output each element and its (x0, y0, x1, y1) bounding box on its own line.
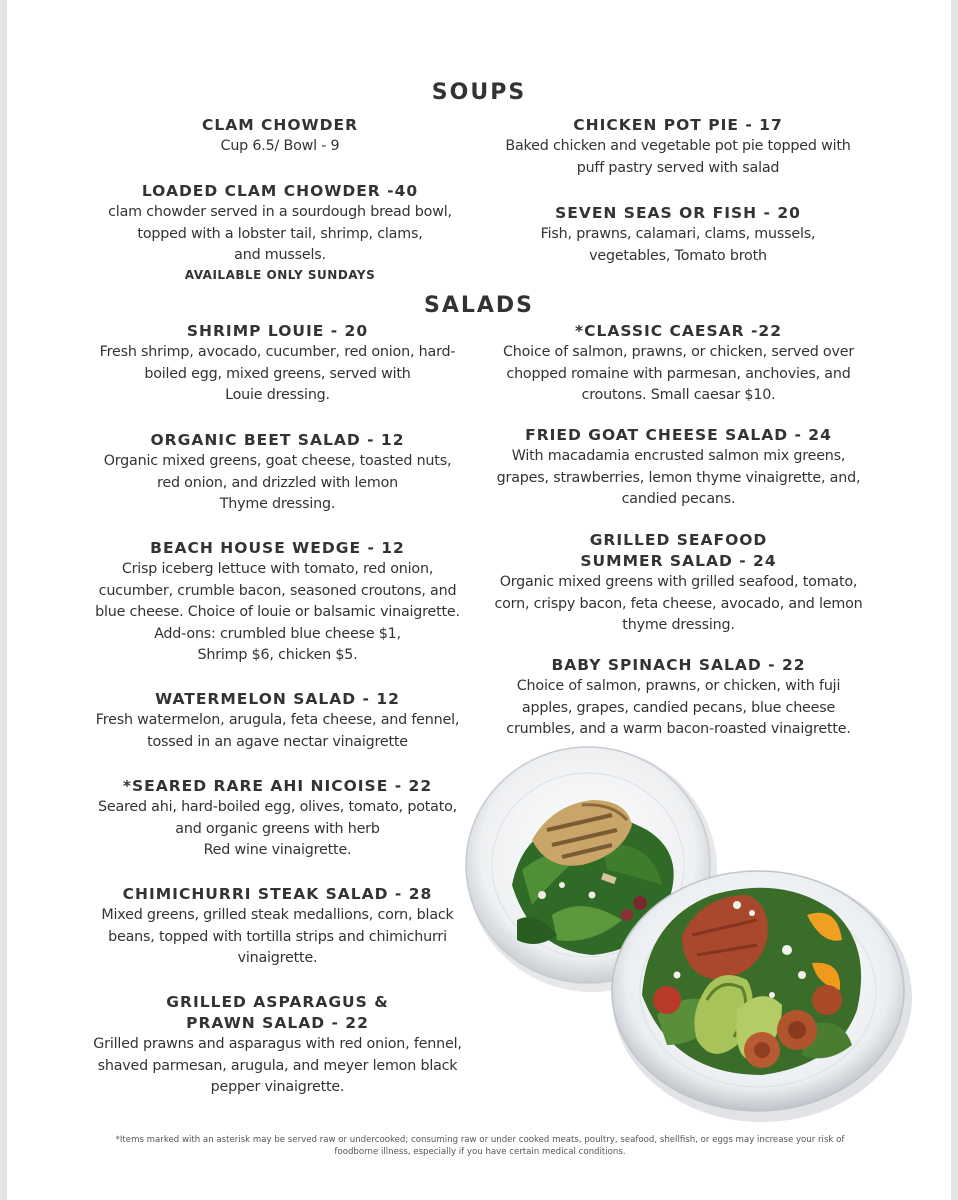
item-name: GRILLED SEAFOOD SUMMER SALAD - 24 (580, 531, 777, 570)
menu-item-grilled-asparagus-prawn-salad (80, 992, 475, 1099)
item-description: Crisp iceberg lettuce with tomato, red onion, cucumber, crumble bacon, seasoned croutons, and blue cheese. Choice of louie or balsamic vinaigrette. Add-ons: crumbled blue cheese $1, Shrimp $6, chicken $5. (95, 561, 460, 663)
item-name: CHICKEN POT PIE - 17 (573, 116, 783, 134)
menu-item-organic-beet-salad (80, 430, 475, 516)
item-name: WATERMELON SALAD - 12 (155, 690, 400, 708)
menu-item-clam-chowder (80, 115, 480, 158)
menu-item-loaded-clam-chowder (80, 181, 480, 283)
item-description: Fresh shrimp, avocado, cucumber, red onion, hard- boiled egg, mixed greens, served with Louie dressing. (99, 344, 456, 403)
salads-heading: SALADS (423, 293, 535, 318)
item-name: SEVEN SEAS OR FISH - 20 (555, 204, 801, 222)
item-description: Organic mixed greens, goat cheese, toasted nuts, red onion, and drizzled with lemon Thyme dressing. (103, 453, 452, 512)
item-name: *CLASSIC CAESAR -22 (575, 322, 782, 340)
item-name: CHIMICHURRI STEAK SALAD - 28 (122, 885, 433, 903)
item-name: BABY SPINACH SALAD - 22 (551, 656, 806, 674)
item-description: Choice of salmon, prawns, or chicken, with fuji apples, grapes, candied pecans, blue cheese crumbles, and a warm bacon-roasted vinaigrette. (506, 678, 851, 737)
item-description: With macadamia encrusted salmon mix greens, grapes, strawberries, lemon thyme vinaigrette, and, candied pecans. (496, 448, 861, 507)
item-description: Fresh watermelon, arugula, feta cheese, and fennel, tossed in an agave nectar vinaigrette (95, 712, 460, 750)
menu-item-chimichurri-steak-salad (80, 884, 475, 970)
item-description: Choice of salmon, prawns, or chicken, served over chopped romaine with parmesan, anchovies, and croutons. Small caesar $10. (502, 344, 855, 403)
menu-item-seared-ahi-nicoise (80, 776, 475, 862)
soups-heading: SOUPS (431, 80, 527, 105)
item-description: Seared ahi, hard-boiled egg, olives, tomato, potato, and organic greens with herb Red wine vinaigrette. (97, 799, 458, 858)
page-edge-left (0, 0, 7, 1200)
menu-item-baby-spinach-salad (481, 655, 876, 741)
item-description: Cup 6.5/ Bowl - 9 (220, 138, 340, 154)
item-description: Organic mixed greens with grilled seafood, tomato, corn, crispy bacon, feta cheese, avocado, and lemon thyme dressing. (494, 574, 863, 633)
item-description: clam chowder served in a sourdough bread bowl, topped with a lobster tail, shrimp, clams, and mussels. (108, 204, 452, 263)
menu-item-fried-goat-cheese-salad (481, 425, 876, 511)
item-name: CLAM CHOWDER (201, 116, 359, 134)
item-name: ORGANIC BEET SALAD - 12 (150, 431, 405, 449)
menu-item-classic-caesar (481, 321, 876, 407)
item-name: LOADED CLAM CHOWDER -40 (141, 182, 419, 200)
menu-item-grilled-seafood-summer-salad (481, 530, 876, 637)
item-name: BEACH HOUSE WEDGE - 12 (150, 539, 405, 557)
menu-item-shrimp-louie (80, 321, 475, 407)
item-name: SHRIMP LOUIE - 20 (186, 322, 369, 340)
availability-note: AVAILABLE ONLY SUNDAYS (184, 267, 376, 282)
item-name: FRIED GOAT CHEESE SALAD - 24 (525, 426, 832, 444)
menu-item-seven-seas (478, 203, 878, 267)
menu-item-beach-house-wedge (80, 538, 475, 667)
menu-item-watermelon-salad (80, 689, 475, 753)
item-name: GRILLED ASPARAGUS & PRAWN SALAD - 22 (166, 993, 389, 1032)
item-description: Fish, prawns, calamari, clams, mussels, vegetables, Tomato broth (540, 226, 816, 264)
seafood-salad-plate (612, 871, 912, 1122)
raw-food-disclaimer: *Items marked with an asterisk may be served raw or undercooked; consuming raw or under cooked meats, poultry, seafood, shellfish, or eggs may increase your risk of foodborne illness, especially if you have certain medical conditions. (115, 1135, 845, 1157)
item-description: Grilled prawns and asparagus with red onion, fennel, shaved parmesan, arugula, and meyer lemon black pepper vinaigrette. (93, 1036, 462, 1095)
salad-plates-photo (462, 745, 912, 1130)
item-description: Mixed greens, grilled steak medallions, corn, black beans, topped with tortilla strips and chimichurri vinaigrette. (101, 907, 454, 966)
page-edge-right (951, 0, 958, 1200)
menu-item-chicken-pot-pie (478, 115, 878, 179)
item-description: Baked chicken and vegetable pot pie topped with puff pastry served with salad (505, 138, 851, 176)
item-name: *SEARED RARE AHI NICOISE - 22 (122, 777, 433, 795)
